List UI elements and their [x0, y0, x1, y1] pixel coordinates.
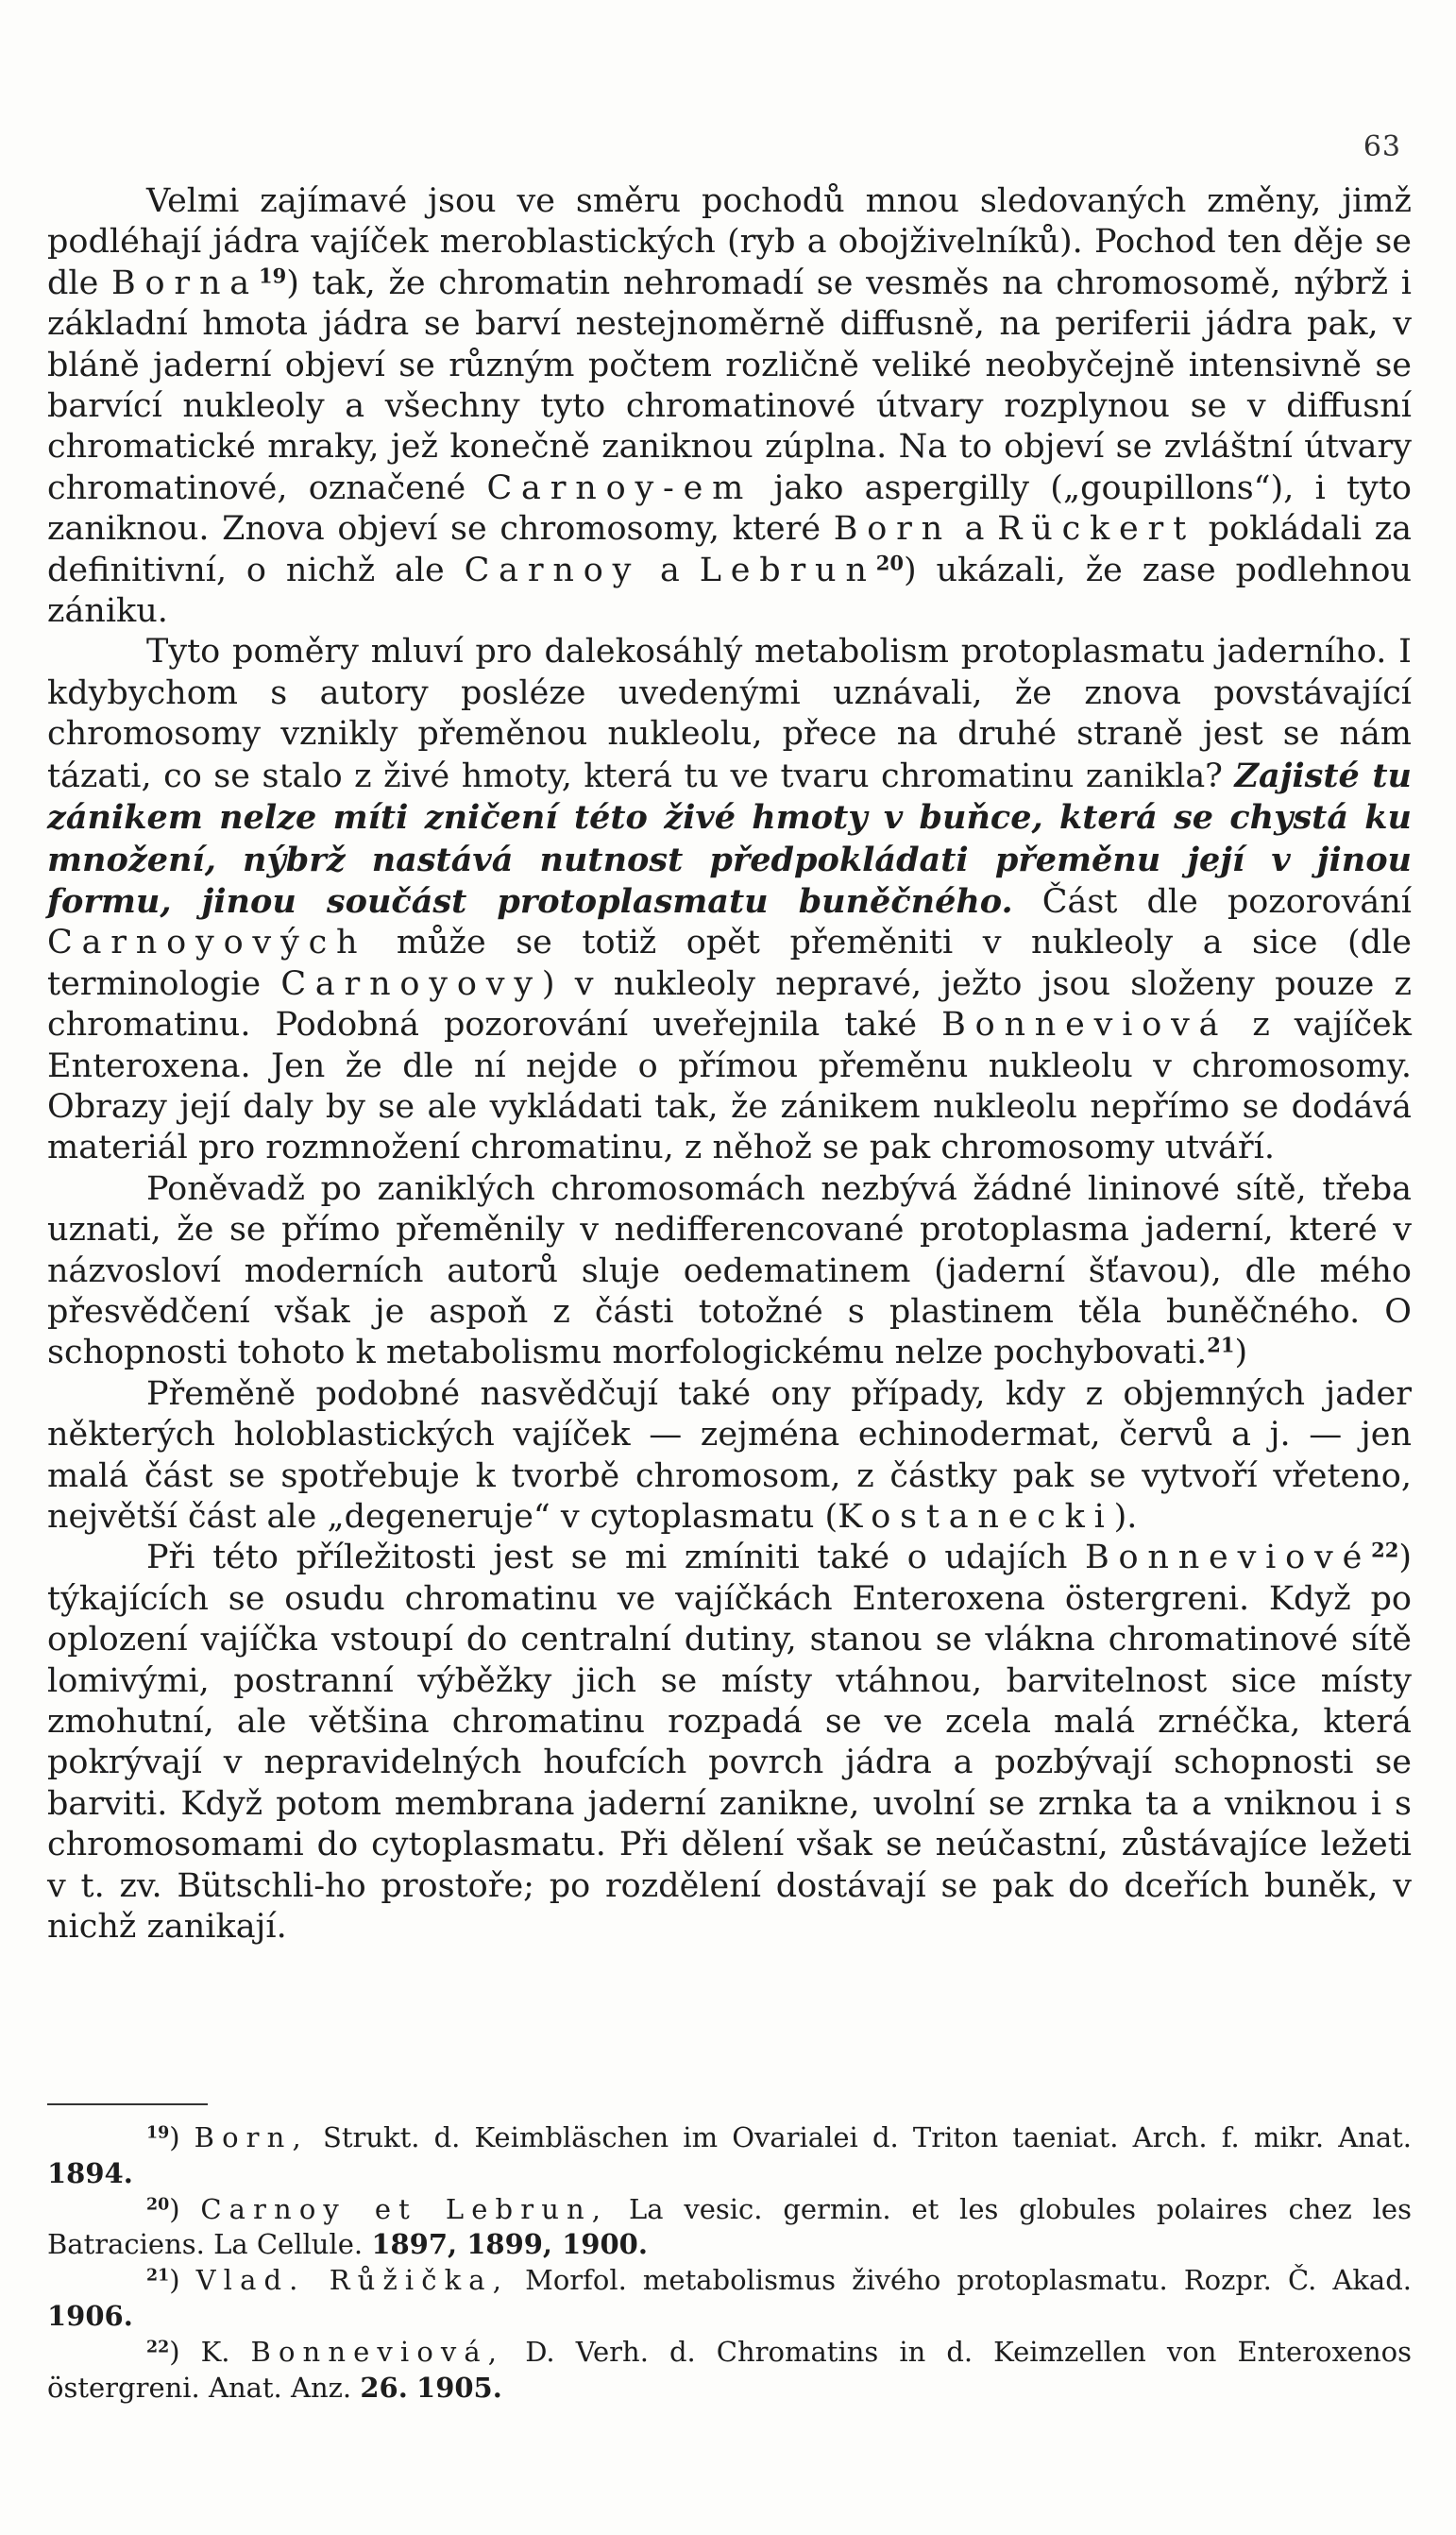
author-born: Borna	[111, 264, 259, 302]
footnote-ref-19[interactable]: 19	[258, 264, 287, 288]
footnotes	[47, 2120, 1412, 2406]
paragraph-1: Velmi zajímavé jsou ve směru pochodů mnou sledovaných změny, jimž podléhají jádra vajíček meroblastických (ryb a obojživelníků). Pochod ten děje se dle Borna$^{19}$) tak, že chromatin nehromadí se vesměs na chromosomě, nýbrž i základní hmota jádra se barví nestejnoměrně diffusně, na periferii jádra pak, v bláně jaderní objeví se různým počtem rozličně veliké neobyčejně intensivně se barvící nukleoly a všechny tyto chromatinové útvary rozplynou se v diffusní chromatické mraky, jež konečně zaniknou zúplna. Na to objeví se zvláštní útvary chromatinové, označené Carnoy-em jako aspergilly („goupillons“), i tyto zaniknou. Znova objeví se chromosomy, které Born a Rückert pokládali za definitivní, o nichž ale Carnoy a Lebrun$^{20}$) ukázali, že zase podlehnou zániku.	[47, 182, 1412, 631]
author-carnoy: Carnoy	[464, 551, 641, 589]
footnote-22: $^{22}$) K. Bonneviová, D. Verh. d. Chromatins in d. Keimzellen von Enteroxenos östergreni. Anat. Anz. 26. 1905.	[47, 2335, 1412, 2404]
footnote-ref-21[interactable]: 21	[1207, 1333, 1235, 1357]
paragraph-5: Při této příležitosti jest se mi zmíniti také o udajích Bonneviové$^{22}$) týkajících se osudu chromatinu ve vajíčkách Enteroxena östergreni. Když po oplození vajíčka vstoupí do centralní dutiny, stanou se vlákna chromatinové sítě lomivými, postranní výběžky jich se místy vtáhnou, barvitelnost sice místy zmohutní, ale většina chromatinu rozpadá se ve zcela malá zrnéčka, která pokrývají v nepravidelných houfcích povrch jádra a pozbývají schopnosti se barviti. Když potom membrana jaderní zanikne, uvolní se zrnka ta a vniknou i s chromosomami do cytoplasmatu. Při dělení však se neúčastní, zůstávajíce ležeti v t. zv. Bütschli-ho prostoře; po rozdělení dostávají se pak do dceřích buněk, v nichž zanikají.	[47, 1538, 1412, 1947]
footnote-divider	[47, 2103, 208, 2105]
page-number: 63	[1363, 130, 1401, 163]
author-carnoy: Carnoy-em	[486, 468, 753, 507]
author-carnoy: Carnoyových	[47, 924, 367, 962]
footnote-ref-20[interactable]: 20	[875, 551, 904, 575]
footnote-21: $^{21}$) Vlad. Růžička, Morfol. metabolismus živého protoplasmatu. Rozpr. Č. Akad. 1906.	[47, 2264, 1412, 2332]
main-text	[47, 181, 1412, 1948]
paragraph-2: Tyto poměry mluví pro dalekosáhlý metabolism protoplasmatu jaderního. I kdybychom s autory posléze uvedenými uznávali, že znova povstávající chromosomy vznikly přeměnou nukleolu, přece na druhé straně jest se nám tázati, co se stalo z živé hmoty, která tu ve tvaru chromatinu zanikla? Zajisté tu zánikem nelze míti zničení této živé hmoty v buňce, která se chystá ku množení, nýbrž nastává nutnost předpokládati přeměnu její v jinou formu, jinou součást protoplasmatu buněčného. Část dle pozorování Carnoyových může se totiž opět přeměniti v nukleoly a sice (dle terminologie Carnoyovy) v nukleoly nepravé, ježto jsou složeny pouze z chromatinu. Podobná pozorování uveřejnila také Bonneviová z vajíček Enteroxena. Jen že dle ní nejde o přímou přeměnu nukleolu v chromosomy. Obrazy její daly by se ale vykládati tak, že zánikem nukleolu nepřímo se dodává materiál pro rozmnožení chromatinu, z něhož se pak chromosomy utváří.	[47, 633, 1412, 1167]
paragraph-3: Poněvadž po zaniklých chromosomách nezbývá žádné lininové sítě, třeba uznati, že se přímo přeměnily v nedifferencované protoplasma jaderní, které v názvosloví moderních autorů sluje oedematinem (jaderní šťavou), dle mého přesvědčení však je aspoň z části totožné s plastinem těla buněčného. O schopnosti tohoto k metabolismu morfologickému nelze pochybovati.$^{21}$)	[47, 1169, 1412, 1372]
paragraph-4: Přeměně podobné nasvědčují také ony případy, kdy z objemných jader některých holoblastických vajíček — zejména echinodermat, červů a j. — jen malá část se spotřebuje k tvorbě chromosom, z částky pak se vytvoří vřeteno, největší část ale „degeneruje“ v cytoplasmatu (Kostanecki).	[47, 1374, 1412, 1536]
author-kostanecki: Kostanecki	[838, 1498, 1114, 1536]
author-bonnevie: Bonneviová	[941, 1006, 1228, 1045]
emphasized-sentence: Zajisté tu zánikem nelze míti zničení této živé hmoty v buňce, která se chystá ku množení, nýbrž nastává nutnost předpokládati přeměnu její v jinou formu, jinou součást protoplasmatu buněčného.	[47, 756, 1412, 921]
author-born: Born	[833, 510, 952, 549]
author-ruckert: Rückert	[997, 510, 1195, 549]
author-bonnevie: Bonneviové	[1084, 1539, 1372, 1577]
footnote-ref-22[interactable]: 22	[1371, 1538, 1399, 1562]
footnote-20: $^{20}$) Carnoy et Lebrun, La vesic. germin. et les globules polaires chez les Batraciens. La Cellule. 1897, 1899, 1900.	[47, 2192, 1412, 2261]
author-carnoy: Carnoyovy	[280, 964, 542, 1003]
author-lebrun: Lebrun	[699, 551, 876, 589]
footnote-19: $^{19}$) Born, Strukt. d. Keimbläschen im Ovarialei d. Triton taeniat. Arch. f. mikr. Anat. 1894.	[47, 2121, 1412, 2189]
